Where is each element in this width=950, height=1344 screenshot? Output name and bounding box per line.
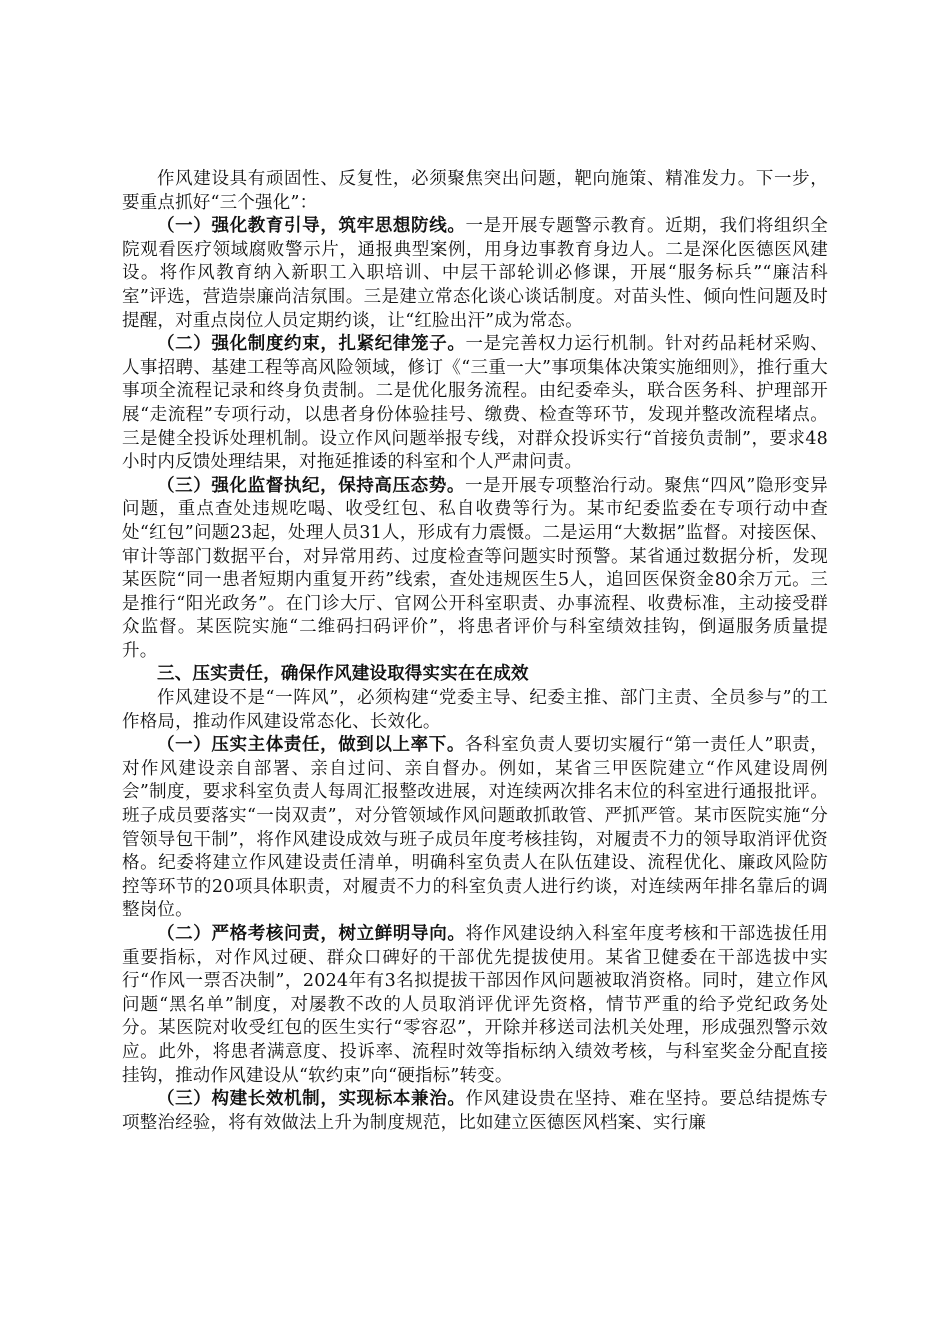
paragraph-responsibility [122,734,828,923]
document-body [122,168,828,1135]
paragraph-intro [122,168,828,215]
chapter-title: 三、压实责任，确保作风建设取得实实在在成效 [157,664,529,685]
paragraph-assessment [122,923,828,1088]
paragraph-text: 作风建设具有顽固性、反复性，必须聚焦突出问题，靶向施策、精准发力。下一步，要重点抓好“三个强化”： [122,169,828,213]
paragraph-text: 一是完善权力运行机制。针对药品耗材采购、人事招聘、基建工程等高风险领域，修订《“三重一大”事项集体决策实施细则》，推行重大事项全流程记录和终身负责制。二是优化服务流程。由纪委牵头，联合医务科、护理部开展“走流程”专项行动，以患者身份体验挂号、缴费、检查等环节，发现并整改流程堵点。三是健全投诉处理机制。设立作风问题举报专线，对群众投诉实行“首接负责制”，要求48小时内反馈处理结果，对拖延推诿的科室和个人严肃问责。 [122,334,828,473]
paragraph-supervision [122,475,828,664]
paragraph-text: 作风建设贵在坚持、难在坚持。要总结提炼专项整治经验，将有效做法上升为制度规范，比如建立医德医风档案、实行廉 [122,1089,828,1133]
paragraph-pattern [122,687,828,734]
paragraph-institution [122,333,828,475]
section-heading: （三）强化监督执纪，保持高压态势。 [157,475,466,496]
paragraph-mechanism [122,1088,828,1135]
paragraph-text: 作风建设不是“一阵风”，必须构建“党委主导、纪委主推、部门主责、全员参与”的工作格局，推动作风建设常态化、长效化。 [122,688,828,732]
paragraph-text: 一是开展专项整治行动。聚焦“四风”隐形变异问题，重点查处违规吃喝、收受红包、私自收费等行为。某市纪委监委在专项行动中查处“红包”问题23起，处理人员31人，形成有力震慑。二是运用“大数据”监督。对接医保、审计等部门数据平台，对异常用药、过度检查等问题实时预警。某省通过数据分析，发现某医院“同一患者短期内重复开药”线索，查处违规医生5人，追回医保资金80余万元。三是推行“阳光政务”。在门诊大厅、官网公开科室职责、办事流程、收费标准，主动接受群众监督。某医院实施“二维码扫码评价”，将患者评价与科室绩效挂钩，倒逼服务质量提升。 [122,475,829,661]
section-heading: （二）强化制度约束，扎紧纪律笼子。 [157,334,466,355]
paragraph-text: 将作风建设纳入科室年度考核和干部选拔任用重要指标，对作风过硬、群众口碑好的干部优先提拔使用。某省卫健委在干部选拔中实行“作风一票否决制”，2024年有3名拟提拔干部因作风问题被取消资格。同时，建立作风问题“黑名单”制度，对屡教不改的人员取消评优评先资格，情节严重的给予党纪政务处分。某医院对收受红包的医生实行“零容忍”，开除并移送司法机关处理，形成强烈警示效应。此外，将患者满意度、投诉率、流程时效等指标纳入绩效考核，与科室奖金分配直接挂钩，推动作风建设从“软约束”向“硬指标”转变。 [122,924,828,1086]
chapter-heading [122,663,828,687]
section-heading: （二）严格考核问责，树立鲜明导向。 [157,924,466,944]
section-heading: （一）压实主体责任，做到以上率下。 [157,735,466,756]
paragraph-education [122,215,828,333]
paragraph-text: 各科室负责人要切实履行“第一责任人”职责，对作风建设亲自部署、亲自过问、亲自督办。例如，某省三甲医院建立“作风建设周例会”制度，要求科室负责人每周汇报整改进展，对连续两次排名末位的科室进行通报批评。班子成员要落实“一岗双责”，对分管领域作风问题敢抓敢管、严抓严管。某市医院实施“分管领导包干制”，将作风建设成效与班子成员年度考核挂钩，对履责不力的领导取消评优资格。纪委将建立作风建设责任清单，明确科室负责人在队伍建设、流程优化、廉政风险防控等环节的20项具体职责，对履责不力的科室负责人进行约谈，对连续两年排名靠后的调整岗位。 [122,735,829,921]
paragraph-text: 一是开展专题警示教育。近期，我们将组织全院观看医疗领域腐败警示片，通报典型案例，用身边事教育身边人。二是深化医德医风建设。将作风教育纳入新职工入职培训、中层干部轮训必修课，开展“服务标兵”“廉洁科室”评选，营造崇廉尚洁氛围。三是建立常态化谈心谈话制度。对苗头性、倾向性问题及时提醒，对重点岗位人员定期约谈，让“红脸出汗”成为常态。 [122,216,828,331]
section-heading: （三）构建长效机制，实现标本兼治。 [157,1089,466,1110]
section-heading: （一）强化教育引导，筑牢思想防线。 [157,216,466,237]
